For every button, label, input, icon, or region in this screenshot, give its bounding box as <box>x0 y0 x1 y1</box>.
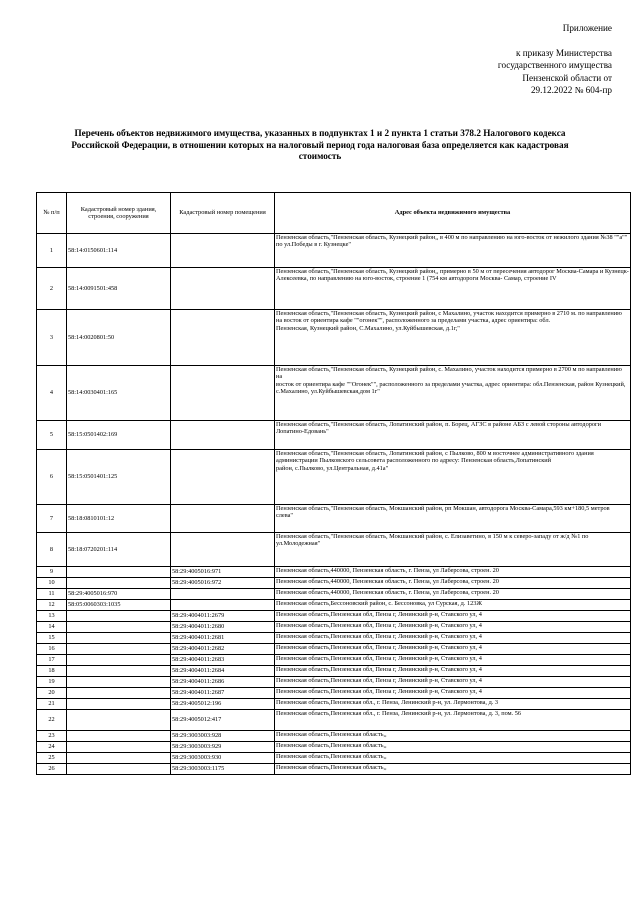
address-cell: Пензенская область,"Пензенская область, Мокшанский район, с. Елизаветино, в 150 м к северо-западу от ж/д №1 по ул.Молодежная" <box>275 533 631 567</box>
room-cadastral-number: 58:29:4005016:972 <box>171 578 275 589</box>
building-cadastral-number <box>67 753 171 764</box>
address-cell: Пензенская область,Бессоновский район, с. Бессоновка, ул Сурская, д. 123Ж <box>275 600 631 611</box>
heading-line: стоимость <box>298 151 342 162</box>
table-body <box>37 234 631 775</box>
building-cadastral-number: 58:14:0030401:165 <box>67 366 171 421</box>
building-cadastral-number <box>67 567 171 578</box>
row-number: 24 <box>37 742 67 753</box>
row-number: 5 <box>37 421 67 450</box>
row-number: 13 <box>37 611 67 622</box>
room-cadastral-number <box>171 589 275 600</box>
building-cadastral-number: 58:18:0720201:114 <box>67 533 171 567</box>
table-row <box>37 710 631 731</box>
room-cadastral-number: 58:29:4004011:2682 <box>171 644 275 655</box>
header-number: № п/п <box>37 193 67 234</box>
room-cadastral-number: 58:29:3003003:1175 <box>171 764 275 775</box>
table-row <box>37 505 631 533</box>
address-cell: Пензенская область,Пензенская обл, Пенза г, Ленинский р-н, Ставского ул, 4 <box>275 622 631 633</box>
building-cadastral-number <box>67 710 171 731</box>
header-building-cadastral: Кадастровый номер здания, строения, сооружения <box>67 193 171 234</box>
row-number: 21 <box>37 699 67 710</box>
heading-line: Российской Федерации, в отношении которых на налоговый период года налоговая база определяется как кадастровая <box>71 139 569 150</box>
building-cadastral-number <box>67 611 171 622</box>
appendix-title: Приложение <box>562 23 612 33</box>
room-cadastral-number <box>171 310 275 366</box>
table-row <box>37 234 631 268</box>
room-cadastral-number <box>171 268 275 310</box>
room-cadastral-number: 58:29:3003003:930 <box>171 753 275 764</box>
header-room-cadastral: Кадастровый номер помещения <box>171 193 275 234</box>
row-number: 4 <box>37 366 67 421</box>
row-number: 2 <box>37 268 67 310</box>
room-cadastral-number: 58:29:3003003:929 <box>171 742 275 753</box>
address-cell: Пензенская область,Пензенская обл, Пенза г, Ленинский р-н, Ставского ул, 4 <box>275 644 631 655</box>
row-number: 23 <box>37 731 67 742</box>
table-row <box>37 666 631 677</box>
address-cell: Пензенская область,"Пензенская область, Лопатинский район, с Пылково, 800 м восточнее административного здания администрации Пылковского сельсовета расположенного по адресу: Пензенская область,Лопатинский район, с.Пылково, ул.Центральная, д.41а" <box>275 450 631 505</box>
row-number: 26 <box>37 764 67 775</box>
room-cadastral-number: 58:29:4004011:2686 <box>171 677 275 688</box>
room-cadastral-number <box>171 600 275 611</box>
row-number: 3 <box>37 310 67 366</box>
table-row <box>37 600 631 611</box>
building-cadastral-number: 58:05:0060303:1035 <box>67 600 171 611</box>
address-cell: Пензенская область,Пензенская область,, <box>275 742 631 753</box>
building-cadastral-number: 58:14:0091501:458 <box>67 268 171 310</box>
row-number: 8 <box>37 533 67 567</box>
building-cadastral-number <box>67 622 171 633</box>
row-number: 22 <box>37 710 67 731</box>
header-address: Адрес объекта недвижимого имущества <box>275 193 631 234</box>
row-number: 18 <box>37 666 67 677</box>
table-row <box>37 450 631 505</box>
appendix-line: к приказу Министерства <box>516 47 612 58</box>
building-cadastral-number: 58:15:0501401:125 <box>67 450 171 505</box>
row-number: 1 <box>37 234 67 268</box>
building-cadastral-number <box>67 677 171 688</box>
address-cell: Пензенская область,"Пензенская область, Кузнецкий район,, примерно в 50 м от пересечения автодорог Москва-Самара и Кузнецк- Алексеевка, по направлению на юго-восток, строение 1 (754 км автодороги Москва- Самар, строение IV <box>275 268 631 310</box>
building-cadastral-number <box>67 764 171 775</box>
address-cell: Пензенская область,Пензенская обл, Пенза г, Ленинский р-н, Ставского ул, 4 <box>275 666 631 677</box>
table-row <box>37 677 631 688</box>
building-cadastral-number <box>67 699 171 710</box>
table-row <box>37 578 631 589</box>
address-cell: Пензенская область,Пензенская область,, <box>275 764 631 775</box>
row-number: 7 <box>37 505 67 533</box>
building-cadastral-number <box>67 655 171 666</box>
table-row <box>37 589 631 600</box>
building-cadastral-number <box>67 666 171 677</box>
table-row <box>37 622 631 633</box>
row-number: 9 <box>37 567 67 578</box>
table-header-row <box>37 193 631 234</box>
room-cadastral-number: 58:29:4004011:2684 <box>171 666 275 677</box>
address-cell: Пензенская область,Пензенская обл, Пенза г, Ленинский р-н, Ставского ул, 4 <box>275 611 631 622</box>
address-cell: Пензенская область,Пензенская обл, Пенза г, Ленинский р-н, Ставского ул, 4 <box>275 655 631 666</box>
appendix-line: государственного имущества <box>497 60 612 71</box>
table-row <box>37 533 631 567</box>
room-cadastral-number <box>171 421 275 450</box>
room-cadastral-number <box>171 533 275 567</box>
row-number: 6 <box>37 450 67 505</box>
building-cadastral-number <box>67 688 171 699</box>
table-row <box>37 633 631 644</box>
property-table <box>36 192 631 775</box>
table-row <box>37 742 631 753</box>
table-row <box>37 655 631 666</box>
document-heading <box>40 128 600 163</box>
address-cell: Пензенская область,"Пензенская область, Лопатинский район, п. Борец, АГЗС в районе АБЗ с левой стороны автодороги Лопатино-Едовань" <box>275 421 631 450</box>
table-row <box>37 753 631 764</box>
building-cadastral-number: 58:15:0501402:169 <box>67 421 171 450</box>
address-cell: Пензенская область,440000, Пензенская область, г. Пенза, ул Лаберсова, строен. 20 <box>275 567 631 578</box>
room-cadastral-number: 58:29:4004011:2679 <box>171 611 275 622</box>
address-cell: Пензенская область,440000, Пензенская область, г. Пенза, ул Лаберсова, строен. 20 <box>275 589 631 600</box>
address-cell: Пензенская область,Пензенская область,, <box>275 753 631 764</box>
table-row <box>37 366 631 421</box>
row-number: 17 <box>37 655 67 666</box>
room-cadastral-number: 58:29:4004011:2683 <box>171 655 275 666</box>
room-cadastral-number: 58:29:4004011:2681 <box>171 633 275 644</box>
room-cadastral-number <box>171 505 275 533</box>
building-cadastral-number: 58:14:0020801:50 <box>67 310 171 366</box>
room-cadastral-number <box>171 234 275 268</box>
room-cadastral-number: 58:29:4005016:971 <box>171 567 275 578</box>
building-cadastral-number <box>67 578 171 589</box>
building-cadastral-number <box>67 633 171 644</box>
address-cell: Пензенская область,Пензенская обл., г. Пенза, Ленинский р-н, ул. Лермонтова, д. 3, пом. 56 <box>275 710 631 731</box>
address-cell: Пензенская область,"Пензенская область, Кузнецкий район,, в 400 м по направлению на юго-восток от нежилого здания №38 ""а"" по ул.Победы в г. Кузнецке" <box>275 234 631 268</box>
address-cell: Пензенская область,Пензенская обл., г. Пенза, Ленинский р-н, ул. Лермонтова, д. 3 <box>275 699 631 710</box>
building-cadastral-number: 58:18:0810101:12 <box>67 505 171 533</box>
row-number: 19 <box>37 677 67 688</box>
row-number: 20 <box>37 688 67 699</box>
table-row <box>37 310 631 366</box>
address-cell: Пензенская область,Пензенская обл, Пенза г, Ленинский р-н, Ставского ул, 4 <box>275 677 631 688</box>
table-row <box>37 567 631 578</box>
address-cell: Пензенская область,"Пензенская область, Кузнецкий район, с. Махалино, участок находится примерно в 2700 м по направлению на восток от ориентира кафе ""Огонек"", расположенного за пределами участка, адрес ориентира: обл.Пензенская, район Кузнецкий, с.Махалино, ул.Куйбышевская,дом 1г" <box>275 366 631 421</box>
room-cadastral-number: 58:29:4004011:2680 <box>171 622 275 633</box>
table-row <box>37 421 631 450</box>
address-cell: Пензенская область,Пензенская область,, <box>275 731 631 742</box>
appendix-line: 29.12.2022 № 604-пр <box>530 85 612 96</box>
table-row <box>37 268 631 310</box>
heading-line: Перечень объектов недвижимого имущества, указанных в подпунктах 1 и 2 пункта 1 статьи 378.2 Налогового кодекса <box>74 128 566 138</box>
table-row <box>37 731 631 742</box>
building-cadastral-number: 58:14:0150601:114 <box>67 234 171 268</box>
building-cadastral-number <box>67 644 171 655</box>
row-number: 16 <box>37 644 67 655</box>
table-row <box>37 611 631 622</box>
address-cell: Пензенская область,"Пензенская область, Кузнецкий район, с Махалино, участок находится примерно в 2710 м. по направлению на восток от ориентира кафе ""огонек"", расположенного за пределами участка, адрес ориентира: обл. Пензенская, Кузнецкий район, С.Махалино, ул.Куйбышевская, д.1г," <box>275 310 631 366</box>
row-number: 25 <box>37 753 67 764</box>
room-cadastral-number: 58:29:4005012:417 <box>171 710 275 731</box>
appendix-block <box>432 22 612 97</box>
row-number: 15 <box>37 633 67 644</box>
room-cadastral-number: 58:29:4005012:196 <box>171 699 275 710</box>
building-cadastral-number <box>67 742 171 753</box>
room-cadastral-number: 58:29:4004011:2687 <box>171 688 275 699</box>
row-number: 10 <box>37 578 67 589</box>
address-cell: Пензенская область,"Пензенская область, Мокшанский район, рп Мокшан, автодорога Москва-Самара,593 км+180,5 метров слева" <box>275 505 631 533</box>
row-number: 11 <box>37 589 67 600</box>
row-number: 14 <box>37 622 67 633</box>
row-number: 12 <box>37 600 67 611</box>
table-row <box>37 699 631 710</box>
table-row <box>37 644 631 655</box>
address-cell: Пензенская область,Пензенская обл, Пенза г, Ленинский р-н, Ставского ул, 4 <box>275 633 631 644</box>
building-cadastral-number <box>67 731 171 742</box>
address-cell: Пензенская область,440000, Пензенская область, г. Пенза, ул Лаберсова, строен. 20 <box>275 578 631 589</box>
room-cadastral-number: 58:29:3003003:928 <box>171 731 275 742</box>
table-row <box>37 764 631 775</box>
room-cadastral-number <box>171 366 275 421</box>
table-row <box>37 688 631 699</box>
room-cadastral-number <box>171 450 275 505</box>
building-cadastral-number: 58:29:4005016:970 <box>67 589 171 600</box>
appendix-line: Пензенской области от <box>522 72 612 83</box>
address-cell: Пензенская область,Пензенская обл, Пенза г, Ленинский р-н, Ставского ул, 4 <box>275 688 631 699</box>
